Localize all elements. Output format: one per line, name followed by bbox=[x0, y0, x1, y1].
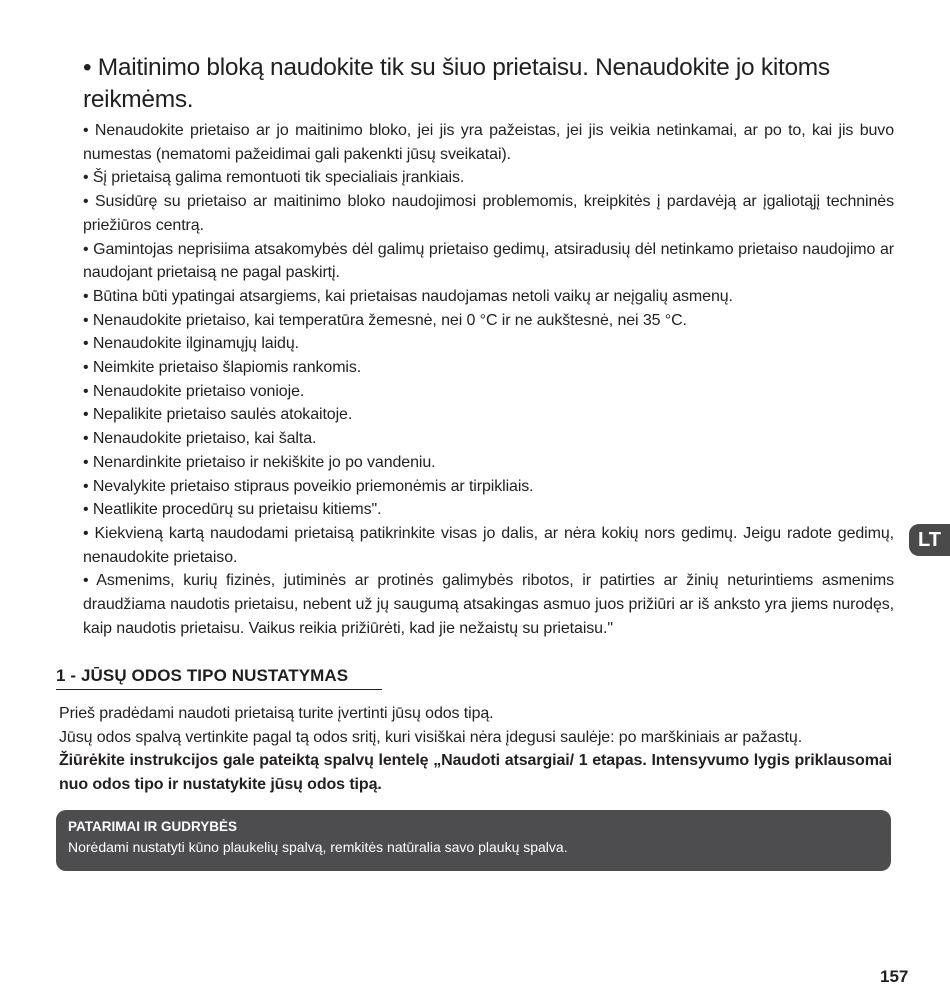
section-title: 1 - JŪSŲ ODOS TIPO NUSTATYMAS bbox=[56, 664, 382, 690]
list-item: • Nenaudokite prietaiso, kai šalta. bbox=[83, 430, 317, 448]
list-item: • Gamintojas neprisiima atsakomybės dėl galimų prietaiso gedimų, atsiradusių dėl netinkamo prietaiso naudojimo ar naudojant prietaisą ne pagal paskirtį. bbox=[83, 240, 894, 282]
language-tab: LT bbox=[909, 524, 950, 556]
list-item: • Asmenims, kurių fizinės, jutiminės ar protinės galimybės ribotos, ir patirties ar žinių neturintiems asmenims draudžiama naudotis prietaisu, nebent už jų saugumą atsakingas asmuo juos prižiūri ar iš anksto yra jiems nurodęs, kaip naudotis prietaisu. Vaikus reikia prižiūrėti, kad jie nežaistų su prietaisu." bbox=[83, 572, 894, 637]
intro-line: Prieš pradėdami naudoti prietaisą turite įvertinti jūsų odos tipą. bbox=[59, 705, 494, 722]
list-item: • Kiekvieną kartą naudodami prietaisą patikrinkite visas jo dalis, ar nėra kokių nors gedimų. Jeigu radote gedimų, nenaudokite prietaiso. bbox=[83, 524, 894, 566]
list-item: • Neatlikite procedūrų su prietaisu kitiems". bbox=[83, 501, 382, 519]
page-number: 157 bbox=[880, 967, 909, 986]
list-item: • Nenaudokite prietaiso ar jo maitinimo bloko, jei jis yra pažeistas, jei jis veikia netinkamai, ar po to, kai jis buvo numestas (nematomi pažeidimai gali pakenkti jūsų sveikatai). bbox=[83, 122, 894, 163]
list-item: • Nenaudokite ilginamųjų laidų. bbox=[83, 335, 299, 353]
safety-bullet-list bbox=[83, 119, 894, 640]
list-item: • Būtina būti ypatingai atsargiems, kai prietaisas naudojamas netoli vaikų ar neįgalių asmenų. bbox=[83, 287, 733, 305]
list-item: • Susidūrę su prietaiso ar maitinimo bloko naudojimosi problemomis, kreipkitės į pardavėją ar įgaliotąjį techninės priežiūros centrą. bbox=[83, 193, 894, 234]
list-item: • Nenaudokite prietaiso vonioje. bbox=[83, 382, 305, 400]
intro-line: Jūsų odos spalvą vertinkite pagal tą odos sritį, kuri visiškai nėra įdegusi saulėje: po marškiniais ar pažastų. bbox=[59, 728, 803, 746]
list-item: • Nenardinkite prietaiso ir nekiškite jo po vandeniu. bbox=[83, 453, 436, 471]
list-item: • Nenaudokite prietaiso, kai temperatūra žemesnė, nei 0 °C ir ne aukštesnė, nei 35 °C. bbox=[83, 311, 687, 329]
tips-title: PATARIMAI IR GUDRYBĖS bbox=[68, 819, 238, 834]
list-item: • Nevalykite prietaiso stipraus poveikio priemonėmis ar tirpikliais. bbox=[83, 477, 534, 495]
warning-heading: • Maitinimo bloką naudokite tik su šiuo prietaisu. Nenaudokite jo kitoms reikmėms. bbox=[83, 54, 830, 113]
list-item: • Nepalikite prietaiso saulės atokaitoje. bbox=[83, 406, 353, 424]
tips-text: Norėdami nustatyti kūno plaukelių spalvą, remkitės natūralia savo plaukų spalva. bbox=[68, 839, 568, 855]
intro-bold-instruction: Žiūrėkite instrukcijos gale pateiktą spalvų lentelę „Naudoti atsargiai/ 1 etapas. Intensyvumo lygis priklausomai nuo odos tipo ir nustatykite jūsų odos tipą. bbox=[59, 752, 892, 793]
list-item: • Šį prietaisą galima remontuoti tik specialiais įrankiais. bbox=[83, 169, 465, 187]
list-item: • Neimkite prietaiso šlapiomis rankomis. bbox=[83, 359, 362, 377]
tips-box bbox=[56, 810, 891, 871]
section-intro bbox=[59, 702, 892, 796]
